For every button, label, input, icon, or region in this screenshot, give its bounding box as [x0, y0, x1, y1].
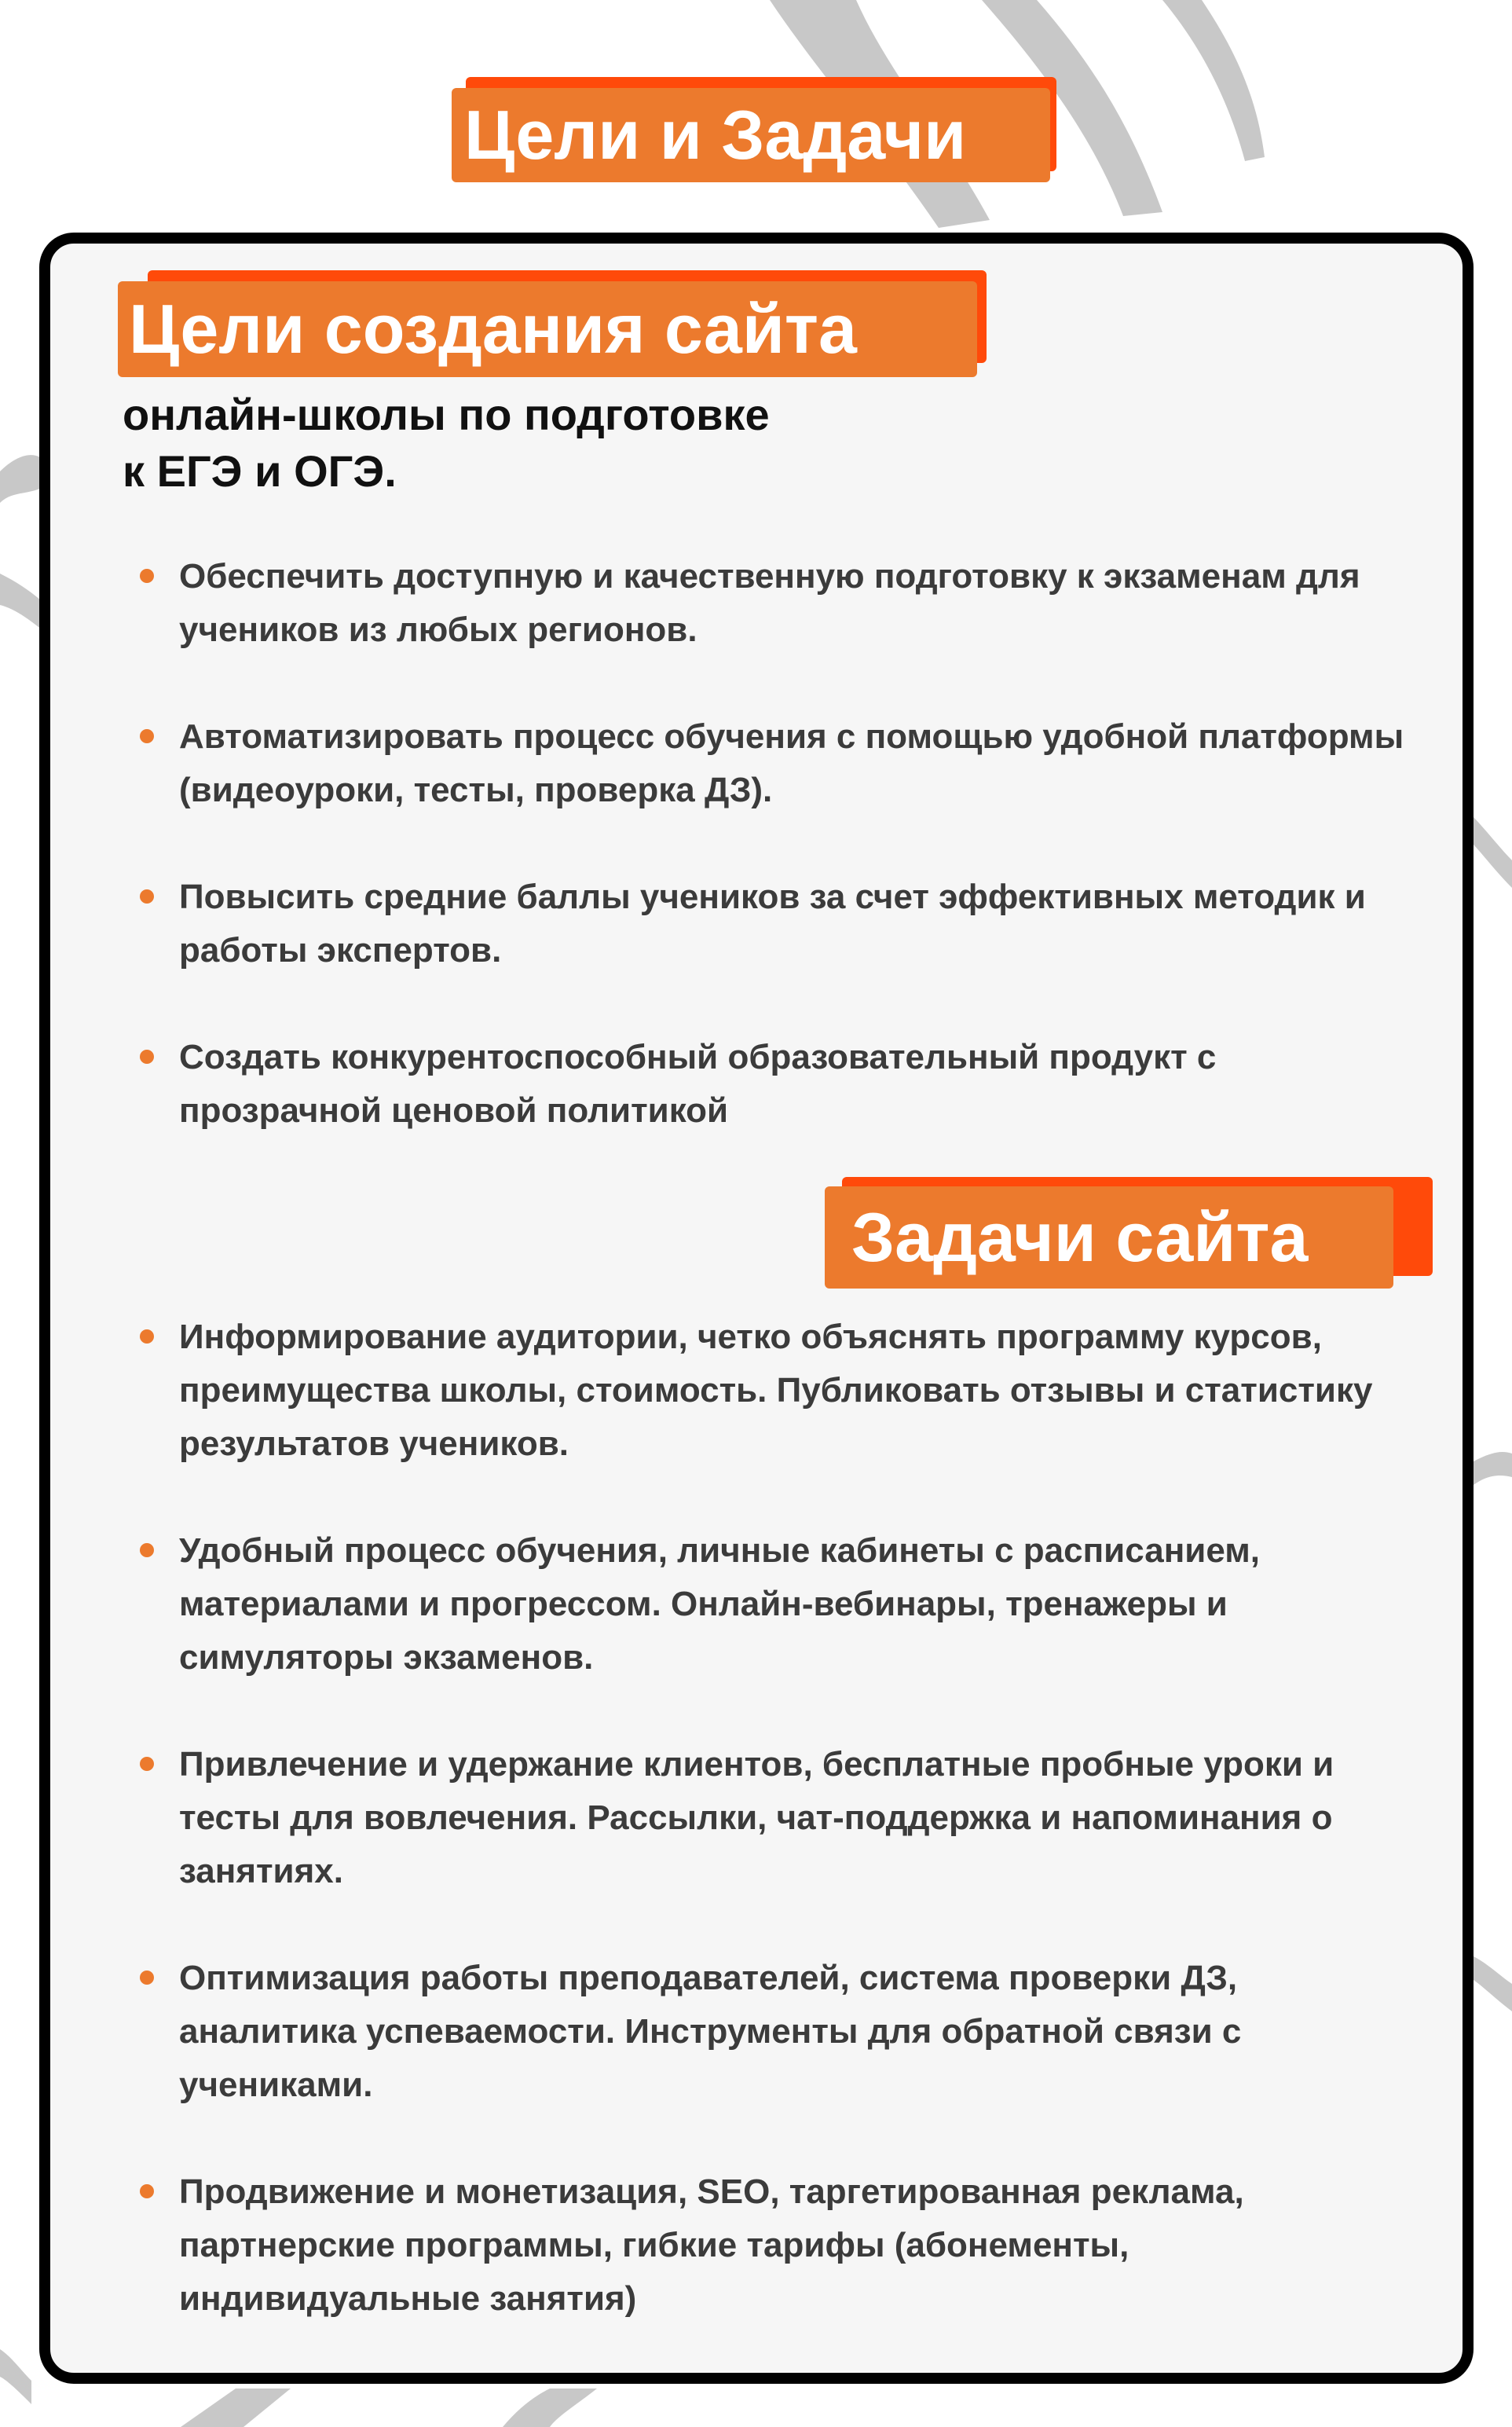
goals-subtitle [123, 387, 1301, 500]
tasks-list-item: Информирование аудитории, четко объяснять программу курсов, преимущества школы, стоимость. Публиковать отзывы и статистику результатов учеников. [179, 1311, 1389, 1471]
tasks-list [179, 1311, 1389, 2379]
tasks-list-item: Продвижение и монетизация, SEO, таргетированная реклама, партнерские программы, гибкие тарифы (абонементы, индивидуальные занятия) [179, 2165, 1389, 2326]
goals-list-item: Автоматизировать процесс обучения с помощью удобной платформы (видеоуроки, тесты, проверка ДЗ). [179, 710, 1404, 817]
tasks-list-item: Привлечение и удержание клиентов, бесплатные пробные уроки и тесты для вовлечения. Рассылки, чат-поддержка и напоминания о занятиях. [179, 1738, 1389, 1898]
page-title: Цели и Задачи [452, 88, 1050, 182]
goals-heading: Цели создания сайта [118, 281, 977, 377]
goals-list-item: Повысить средние баллы учеников за счет эффективных методик и работы экспертов. [179, 871, 1404, 977]
tasks-heading: Задачи сайта [825, 1186, 1393, 1289]
goals-subtitle-line-1: онлайн-школы по подготовке [123, 390, 770, 439]
tasks-list-item: Оптимизация работы преподавателей, система проверки ДЗ, аналитика успеваемости. Инструменты для обратной связи с учениками. [179, 1952, 1389, 2112]
goals-subtitle-line-2: к ЕГЭ и ОГЭ. [123, 446, 397, 496]
goals-list-item: Обеспечить доступную и качественную подготовку к экзаменам для учеников из любых регионов. [179, 550, 1404, 657]
goals-list [179, 550, 1404, 1191]
tasks-list-item: Удобный процесс обучения, личные кабинеты с расписанием, материалами и прогрессом. Онлайн-вебинары, тренажеры и симуляторы экзаменов. [179, 1524, 1389, 1685]
goals-list-item: Создать конкурентоспособный образовательный продукт с прозрачной ценовой политикой [179, 1031, 1404, 1138]
